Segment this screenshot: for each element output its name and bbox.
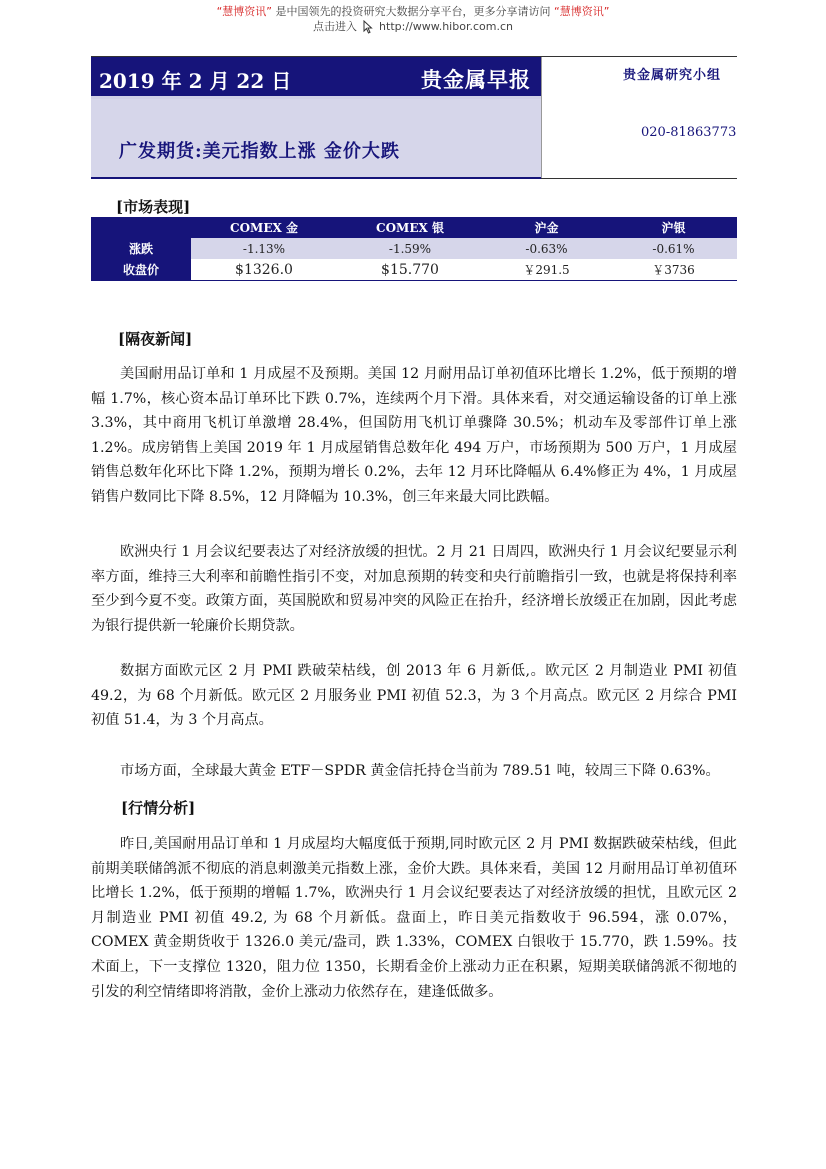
col-shfe-silver: 沪银 (610, 217, 737, 238)
col-comex-silver: COMEX 银 (337, 217, 483, 238)
table-cell: -1.59% (337, 238, 483, 259)
news-heading: [隔夜新闻] (118, 330, 193, 348)
table-cell: ￥291.5 (483, 259, 610, 281)
top-banner (0, 4, 826, 34)
table-cell: -0.61% (610, 238, 737, 259)
report-date: 2019 年 2 月 22 日 (99, 69, 292, 93)
news-paragraph-4: 市场方面，全球最大黄金 ETF－SPDR 黄金信托持仓当前为 789.51 吨，较周三下降 0.63%。 (120, 763, 720, 779)
table-cell: $1326.0 (191, 259, 337, 281)
news-paragraph-1: 美国耐用品订单和 1 月成屋不及预期。美国 12 月耐用品订单初值环比增长 1.2%，低于预期的增幅 1.7%，核心资本品订单环比下跌 0.7%，连续两个月下滑。具体来看，对交通运输设备的订单上涨 3.3%，其中商用飞机订单激增 28.4%，但国防用飞机订单骤降 30.5%；机动车及零部件订单上涨 1.2%。成房销售上美国 2019 年 1 月成屋销售总数年化 494 万户，市场预期为 500 万户，1 月成屋销售总数年化环比下降 1.2%，预期为增长 0.2%，去年 12 月环比降幅从 6.4%修正为 4%，1 月成屋销售户数同比下降 8.5%，12 月降幅为 10.3%，创三年来最大同比跌幅。 (91, 366, 737, 505)
col-shfe-gold: 沪金 (483, 217, 610, 238)
row-label-change: 涨跌 (91, 238, 191, 259)
banner-brand-2: “慧博资讯” (554, 5, 610, 18)
contact-phone: 020-81863773 (641, 125, 737, 140)
header-blank-cell (91, 217, 191, 238)
report-headline: 广发期货:美元指数上涨 金价大跌 (119, 141, 400, 162)
banner-url-link[interactable]: http://www.hibor.com.cn (379, 20, 513, 33)
market-heading: [市场表现] (116, 198, 191, 216)
header-divider (541, 57, 542, 179)
table-cell: $15.770 (337, 259, 483, 281)
col-comex-gold: COMEX 金 (191, 217, 337, 238)
table-cell: -0.63% (483, 238, 610, 259)
change-row (91, 238, 737, 259)
market-header-row (91, 217, 737, 238)
table-cell: -1.13% (191, 238, 337, 259)
banner-line-1 (0, 4, 826, 19)
market-table (91, 217, 737, 281)
header-bottom-rule (541, 178, 737, 179)
news-paragraph-2: 欧洲央行 1 月会议纪要表达了对经济放缓的担忧。2 月 21 日周四，欧洲央行 1 月会议纪要显示利率方面，维持三大利率和前瞻性指引不变，对加息预期的转变和央行前瞻指引一致，也就是将保持利率至少到今夏不变。政策方面，英国脱欧和贸易冲突的风险正在抬升，经济增长放缓正在加剧，因此考虑为银行提供新一轮廉价长期贷款。 (91, 544, 737, 634)
research-group: 贵金属研究小组 (623, 68, 722, 83)
banner-brand: “慧博资讯” (216, 5, 272, 18)
banner-text: 是中国领先的投资研究大数据分享平台，更多分享请访问 (275, 5, 551, 18)
row-label-close: 收盘价 (91, 259, 191, 281)
header-title-bar (91, 57, 541, 99)
banner-click-text[interactable]: 点击进入 (313, 20, 358, 33)
analysis-paragraph: 昨日,美国耐用品订单和 1 月成屋均大幅度低于预期,同时欧元区 2 月 PMI 数据跌破荣枯线，但此前期美联储鸽派不彻底的消息刺激美元指数上涨，金价大跌。具体来看，美国 12 月耐用品订单初值环比增长 1.2%，低于预期的增幅 1.7%，欧洲央行 1 月会议纪要表达了对经济放缓的担忧，且欧元区 2 月制造业 PMI 初值 49.2, 为 68 个月新低。盘面上，昨日美元指数收于 96.594，涨 0.07%，COMEX 黄金期货收于 1326.0 美元/盎司，跌 1.33%，COMEX 白银收于 15.770，跌 1.59%。技术面上，下一支撑位 1320，阻力位 1350，长期看金价上涨动力正在积累，短期美联储鸽派不彻地的引发的利空情绪即将消散，金价上涨动力依然存在，建逢低做多。 (91, 836, 737, 1000)
pointer-cursor-icon (361, 20, 375, 34)
banner-line-2[interactable] (0, 19, 826, 34)
table-cell: ￥3736 (610, 259, 737, 281)
header-headline-panel (91, 99, 541, 179)
analysis-heading: [行情分析] (121, 799, 196, 817)
news-paragraph-3: 数据方面欧元区 2 月 PMI 跌破荣枯线，创 2013 年 6 月新低,。欧元区 2 月制造业 PMI 初值 49.2，为 68 个月新低。欧元区 2 月服务业 PMI 初值 52.3，为 3 个月高点。欧元区 2 月综合 PMI 初值 51.4，为 3 个月高点。 (91, 663, 737, 729)
report-name: 贵金属早报 (421, 67, 531, 92)
close-price-row (91, 259, 737, 281)
